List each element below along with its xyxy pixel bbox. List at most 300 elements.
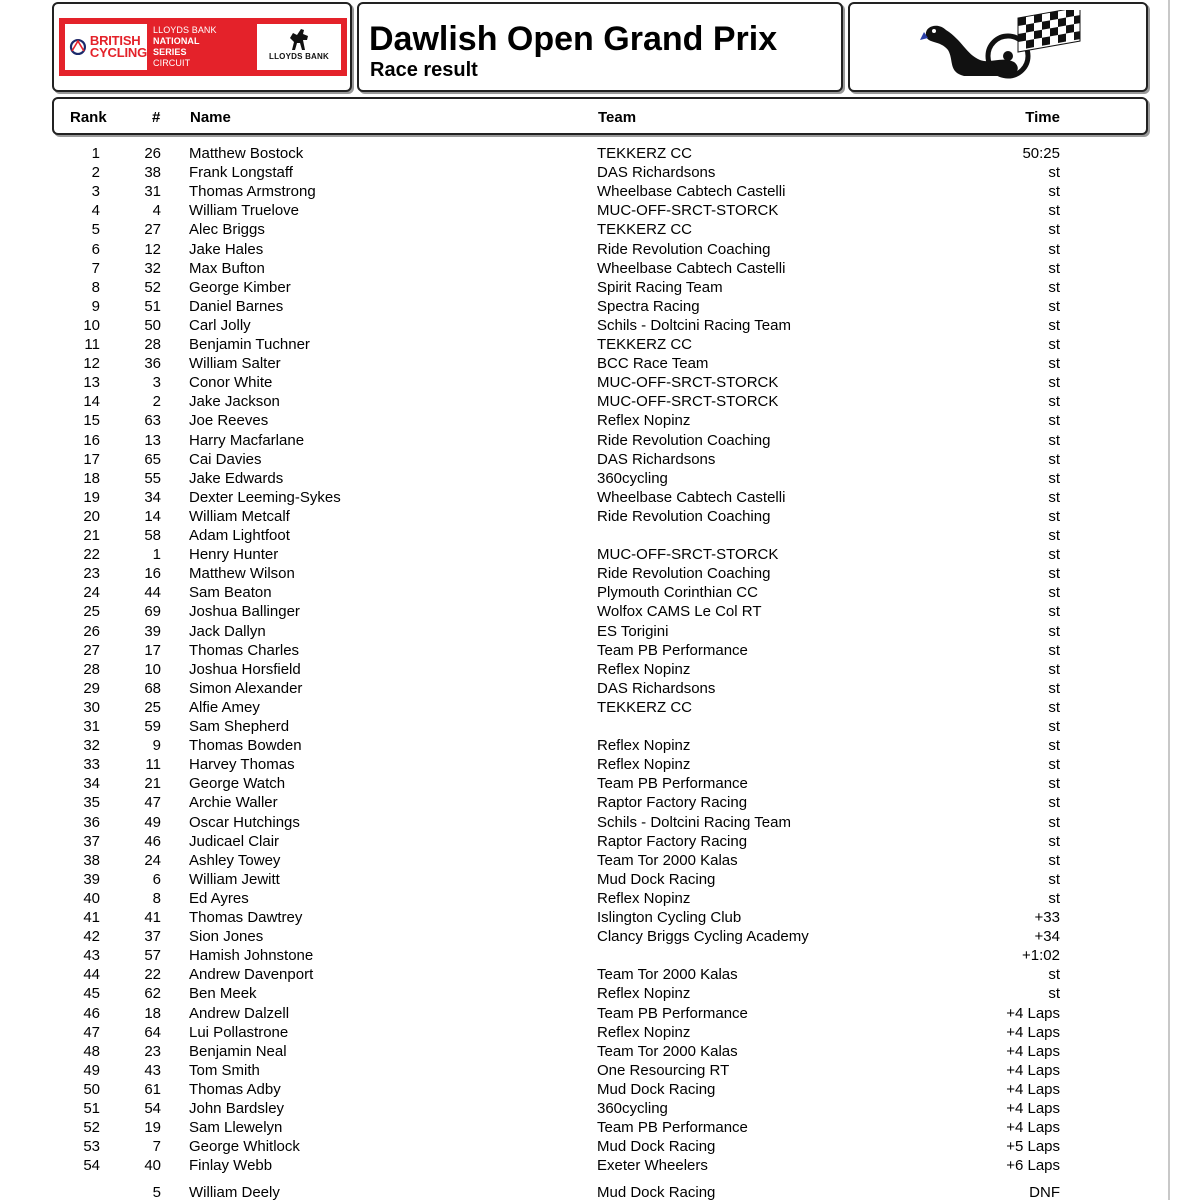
cell-rank: 53: [83, 1138, 100, 1156]
cell-time: st: [1048, 297, 1060, 315]
cell-team: Schils - Doltcini Racing Team: [597, 813, 791, 831]
cell-name: Jack Dallyn: [189, 622, 266, 640]
table-row: [0, 889, 1200, 908]
cell-number: 44: [144, 584, 161, 602]
table-row: [0, 316, 1200, 335]
cell-time: st: [1048, 316, 1060, 334]
cell-team: Reflex Nopinz: [597, 756, 691, 774]
cell-team: 360cycling: [597, 1100, 668, 1117]
cell-rank: 50: [83, 1080, 100, 1098]
table-row: [0, 1156, 1200, 1175]
cell-name: Joshua Horsfield: [189, 660, 301, 678]
cell-name: William Deely: [189, 1184, 280, 1202]
cell-time: st: [1048, 336, 1060, 353]
table-row: [0, 335, 1200, 354]
cell-rank: 35: [83, 794, 100, 812]
table-row: [0, 1183, 1200, 1202]
cell-rank: 5: [91, 221, 100, 239]
cell-time: st: [1048, 775, 1060, 793]
cell-name: Ed Ayres: [189, 889, 249, 907]
cell-time: st: [1048, 718, 1060, 735]
cell-rank: 37: [83, 832, 100, 850]
table-row: [0, 679, 1200, 698]
cell-time: st: [1048, 202, 1060, 220]
cell-number: 6: [152, 870, 161, 888]
cell-number: 58: [144, 527, 161, 544]
cell-name: Tom Smith: [189, 1061, 260, 1079]
cell-rank: 29: [83, 679, 100, 697]
cell-name: Sam Beaton: [189, 584, 272, 602]
table-row: [0, 793, 1200, 812]
cell-number: 9: [152, 737, 161, 755]
cell-name: Andrew Davenport: [189, 966, 314, 984]
table-row: [0, 736, 1200, 755]
cell-number: 62: [144, 985, 161, 1003]
table-row: [0, 1137, 1200, 1156]
cell-number: 25: [144, 698, 161, 716]
cell-rank: 13: [83, 374, 100, 392]
cell-rank: 18: [83, 469, 100, 487]
cell-rank: 24: [83, 584, 100, 602]
cell-number: 43: [144, 1061, 161, 1079]
table-row: [0, 774, 1200, 793]
cell-rank: 20: [83, 507, 100, 525]
table-row: [0, 450, 1200, 469]
cell-name: Thomas Armstrong: [189, 183, 316, 201]
cell-number: 63: [144, 412, 161, 430]
table-row: [0, 163, 1200, 182]
cell-number: 65: [144, 450, 161, 468]
table-row: [0, 908, 1200, 927]
cell-number: 2: [152, 393, 161, 411]
cell-rank: 42: [83, 928, 100, 946]
cell-rank: 36: [83, 813, 100, 831]
cell-number: 5: [152, 1184, 161, 1202]
cell-name: William Salter: [189, 355, 281, 373]
cell-name: Lui Pollastrone: [189, 1023, 289, 1041]
cell-time: st: [1048, 584, 1060, 602]
cell-name: John Bardsley: [189, 1100, 285, 1117]
cell-team: DAS Richardsons: [597, 164, 716, 182]
cell-time: st: [1048, 813, 1060, 831]
cell-number: 13: [144, 431, 161, 449]
cell-name: Benjamin Tuchner: [189, 336, 310, 353]
cell-name: Ben Meek: [189, 985, 257, 1003]
column-header-name: Name: [190, 109, 231, 126]
cell-number: 10: [144, 660, 161, 678]
cell-rank: 19: [83, 488, 100, 506]
cell-team: Mud Dock Racing: [597, 1184, 716, 1202]
cell-team: Reflex Nopinz: [597, 1023, 691, 1041]
cell-name: Carl Jolly: [189, 316, 251, 334]
cell-team: One Resourcing RT: [597, 1061, 730, 1079]
cell-team: MUC-OFF-SRCT-STORCK: [597, 393, 779, 411]
cell-team: MUC-OFF-SRCT-STORCK: [597, 202, 779, 220]
cell-time: st: [1048, 889, 1060, 907]
table-row: [0, 354, 1200, 373]
cell-number: 3: [152, 374, 161, 392]
cell-number: 27: [144, 221, 161, 239]
cell-name: William Truelove: [189, 202, 300, 220]
cell-number: 40: [144, 1157, 161, 1175]
cell-rank: 11: [84, 336, 100, 353]
cell-team: Reflex Nopinz: [597, 985, 691, 1003]
cell-rank: 49: [83, 1061, 100, 1079]
cell-team: Reflex Nopinz: [597, 889, 691, 907]
cell-number: 24: [144, 851, 161, 869]
event-title: Dawlish Open Grand Prix: [369, 20, 778, 58]
cell-number: 4: [152, 202, 161, 220]
cell-rank: 38: [83, 851, 100, 869]
lloyds-bank-name: LLOYDS BANK: [269, 52, 329, 61]
cell-name: Thomas Dawtrey: [189, 909, 303, 926]
cell-name: Hamish Johnstone: [189, 947, 314, 965]
cell-name: George Whitlock: [189, 1138, 300, 1156]
cell-rank: 6: [91, 240, 100, 258]
table-row: [0, 1023, 1200, 1042]
cell-time: st: [1048, 679, 1060, 697]
table-row: [0, 278, 1200, 297]
column-header-number: #: [152, 109, 161, 126]
table-row: [0, 660, 1200, 679]
cell-team: Clancy Briggs Cycling Academy: [597, 928, 809, 946]
cell-rank: 26: [83, 622, 100, 640]
event-subtitle: Race result: [370, 59, 478, 81]
cell-rank: 52: [83, 1119, 100, 1137]
cell-number: 36: [144, 355, 161, 373]
cell-time: st: [1048, 870, 1060, 888]
cell-name: Conor White: [189, 374, 273, 392]
cell-number: 14: [144, 507, 161, 525]
cell-name: Max Bufton: [189, 259, 265, 277]
cell-time: st: [1048, 737, 1060, 755]
bc-line2: CYCLING: [89, 45, 147, 60]
cell-rank: 16: [83, 431, 100, 449]
cell-number: 47: [144, 794, 161, 812]
cell-rank: 46: [83, 1004, 100, 1022]
cell-rank: 33: [83, 756, 100, 774]
cell-name: Harvey Thomas: [189, 756, 295, 774]
cell-time: st: [1048, 698, 1060, 716]
table-row: [0, 851, 1200, 870]
cell-number: 55: [144, 469, 161, 487]
table-row: [0, 201, 1200, 220]
page-edge-divider: [1168, 0, 1170, 1200]
cell-rank: 34: [83, 775, 100, 793]
table-row: [0, 144, 1200, 163]
cell-number: 59: [144, 718, 161, 735]
cell-rank: 47: [83, 1023, 100, 1041]
cell-team: DAS Richardsons: [597, 679, 716, 697]
table-row: [0, 717, 1200, 736]
cell-team: Ride Revolution Coaching: [597, 565, 771, 583]
cell-team: DAS Richardsons: [597, 450, 716, 468]
cell-team: Reflex Nopinz: [597, 660, 691, 678]
cell-number: 38: [144, 164, 161, 182]
cell-time: st: [1048, 431, 1060, 449]
cell-rank: 39: [83, 870, 100, 888]
cell-time: st: [1048, 622, 1060, 640]
table-row: [0, 1099, 1200, 1118]
cell-time: +4 Laps: [1006, 1119, 1060, 1137]
cell-team: BCC Race Team: [597, 355, 709, 373]
cell-rank: 17: [83, 450, 100, 468]
cell-time: st: [1048, 794, 1060, 812]
cell-name: Matthew Wilson: [189, 565, 295, 583]
cell-time: +4 Laps: [1006, 1042, 1060, 1060]
cell-time: st: [1048, 832, 1060, 850]
cell-team: TEKKERZ CC: [597, 221, 693, 239]
cell-team: Reflex Nopinz: [597, 737, 691, 755]
cell-time: st: [1048, 565, 1060, 583]
cell-time: +4 Laps: [1006, 1080, 1060, 1098]
cell-number: 17: [144, 641, 161, 659]
cell-time: st: [1048, 412, 1060, 430]
cell-team: Team Tor 2000 Kalas: [597, 1042, 738, 1060]
cell-time: st: [1048, 450, 1060, 468]
cell-time: st: [1048, 355, 1060, 373]
cell-name: Henry Hunter: [189, 546, 279, 564]
cell-rank: 12: [83, 355, 100, 373]
table-row: [0, 984, 1200, 1003]
cell-number: 16: [144, 565, 161, 583]
ns-line1: LLOYDS BANK: [153, 25, 217, 35]
table-row: [0, 297, 1200, 316]
table-row: [0, 641, 1200, 660]
cell-team: Exeter Wheelers: [597, 1157, 708, 1175]
cell-name: Judicael Clair: [189, 832, 280, 850]
cell-name: George Watch: [189, 775, 286, 793]
cell-number: 54: [144, 1100, 161, 1117]
cell-number: 28: [144, 336, 161, 353]
cell-number: 69: [144, 603, 161, 621]
cell-rank: 48: [83, 1042, 100, 1060]
cell-rank: 45: [83, 985, 100, 1003]
cell-name: Joe Reeves: [189, 412, 269, 430]
cell-name: Dexter Leeming-Sykes: [189, 488, 341, 506]
cell-name: Simon Alexander: [189, 679, 303, 697]
cell-time: st: [1048, 851, 1060, 869]
cell-rank: 8: [91, 278, 100, 296]
cell-number: 57: [144, 947, 161, 965]
cell-time: +4 Laps: [1006, 1023, 1060, 1041]
cell-rank: 22: [83, 546, 100, 564]
cell-rank: 7: [91, 259, 100, 277]
cell-time: DNF: [1029, 1184, 1060, 1202]
cell-time: 50:25: [1022, 145, 1060, 162]
cell-name: Alec Briggs: [189, 221, 265, 239]
cell-number: 12: [144, 240, 161, 258]
cell-number: 49: [144, 813, 161, 831]
cell-name: Frank Longstaff: [189, 164, 293, 182]
ns-line3: SERIES: [153, 47, 187, 57]
cell-rank: 40: [83, 889, 100, 907]
cell-time: +4 Laps: [1006, 1061, 1060, 1079]
cell-time: st: [1048, 527, 1060, 544]
table-row: [0, 1080, 1200, 1099]
cell-number: 31: [144, 183, 161, 201]
cell-time: +4 Laps: [1006, 1004, 1060, 1022]
cell-time: st: [1048, 507, 1060, 525]
cell-time: st: [1048, 546, 1060, 564]
cell-rank: 41: [83, 909, 100, 926]
cell-number: 61: [144, 1080, 161, 1098]
cell-name: Sam Llewelyn: [189, 1119, 283, 1137]
cell-team: TEKKERZ CC: [597, 336, 693, 353]
cell-rank: 28: [83, 660, 100, 678]
cell-number: 21: [144, 775, 161, 793]
cell-name: Andrew Dalzell: [189, 1004, 290, 1022]
table-row: [0, 622, 1200, 641]
cell-name: Finlay Webb: [189, 1157, 273, 1175]
cell-team: Wheelbase Cabtech Castelli: [597, 183, 786, 201]
cell-team: Wheelbase Cabtech Castelli: [597, 488, 786, 506]
cell-rank: 15: [83, 412, 100, 430]
cell-time: st: [1048, 985, 1060, 1003]
cell-number: 41: [144, 909, 161, 926]
cell-number: 18: [144, 1004, 161, 1022]
table-row: [0, 526, 1200, 545]
cell-number: 64: [144, 1023, 161, 1041]
cell-team: Spectra Racing: [597, 297, 700, 315]
cell-team: Mud Dock Racing: [597, 1080, 716, 1098]
cell-time: +6 Laps: [1006, 1157, 1060, 1175]
cell-team: Team PB Performance: [597, 1004, 748, 1022]
cell-team: Reflex Nopinz: [597, 412, 691, 430]
cell-time: st: [1048, 221, 1060, 239]
cell-name: William Jewitt: [189, 870, 280, 888]
table-row: [0, 240, 1200, 259]
cell-team: Ride Revolution Coaching: [597, 431, 771, 449]
cell-rank: 51: [83, 1100, 100, 1117]
cell-team: TEKKERZ CC: [597, 698, 693, 716]
cell-team: MUC-OFF-SRCT-STORCK: [597, 374, 779, 392]
cell-name: Sion Jones: [189, 928, 264, 946]
cell-team: TEKKERZ CC: [597, 145, 693, 162]
table-row: [0, 832, 1200, 851]
cell-name: Matthew Bostock: [189, 145, 304, 162]
cell-name: Cai Davies: [189, 450, 262, 468]
cell-rank: 25: [83, 603, 100, 621]
cell-team: Ride Revolution Coaching: [597, 507, 771, 525]
cell-number: 52: [144, 278, 161, 296]
cell-name: Sam Shepherd: [189, 718, 290, 735]
cell-time: st: [1048, 660, 1060, 678]
cell-team: Team Tor 2000 Kalas: [597, 966, 738, 984]
table-row: [0, 602, 1200, 621]
cell-team: ES Torigini: [597, 622, 669, 640]
table-row: [0, 927, 1200, 946]
cell-name: Ashley Towey: [189, 851, 281, 869]
cell-rank: 54: [83, 1157, 100, 1175]
table-row: [0, 545, 1200, 564]
cell-time: +1:02: [1022, 947, 1060, 965]
cell-team: Mud Dock Racing: [597, 870, 716, 888]
cell-number: 34: [144, 488, 161, 506]
cell-name: Archie Waller: [189, 794, 278, 812]
cell-rank: 30: [83, 698, 100, 716]
cell-name: Thomas Charles: [189, 641, 300, 659]
cell-number: 11: [145, 756, 161, 774]
cell-time: st: [1048, 164, 1060, 182]
cell-rank: 43: [83, 947, 100, 965]
table-row: [0, 469, 1200, 488]
cell-number: 32: [144, 259, 161, 277]
cell-number: 37: [144, 928, 161, 946]
cell-time: +34: [1034, 928, 1060, 946]
cell-name: Jake Hales: [189, 240, 264, 258]
cell-name: George Kimber: [189, 278, 291, 296]
cell-name: Thomas Adby: [189, 1080, 281, 1098]
cell-number: 26: [144, 145, 161, 162]
cell-number: 23: [144, 1042, 161, 1060]
cell-name: Benjamin Neal: [189, 1042, 287, 1060]
cell-team: Plymouth Corinthian CC: [597, 584, 758, 602]
table-row: [0, 698, 1200, 717]
table-row: [0, 755, 1200, 774]
cell-number: 46: [144, 832, 161, 850]
cell-team: Wolfox CAMS Le Col RT: [597, 603, 762, 621]
cell-time: st: [1048, 259, 1060, 277]
cell-team: Raptor Factory Racing: [597, 794, 748, 812]
cell-name: Adam Lightfoot: [189, 527, 290, 544]
cell-team: Schils - Doltcini Racing Team: [597, 316, 791, 334]
bc-line1: BRITISH: [89, 33, 141, 48]
cell-rank: 32: [83, 737, 100, 755]
cell-name: Harry Macfarlane: [189, 431, 305, 449]
cell-number: 68: [144, 679, 161, 697]
cell-team: Team PB Performance: [597, 1119, 748, 1137]
cell-rank: 4: [91, 202, 100, 220]
cell-number: 39: [144, 622, 161, 640]
cell-name: Joshua Ballinger: [189, 603, 300, 621]
cell-team: Spirit Racing Team: [597, 278, 723, 296]
cell-time: st: [1048, 278, 1060, 296]
table-row: [0, 1042, 1200, 1061]
table-row: [0, 220, 1200, 239]
table-row: [0, 965, 1200, 984]
table-row: [0, 583, 1200, 602]
cell-name: Thomas Bowden: [189, 737, 302, 755]
cell-rank: 27: [83, 641, 100, 659]
cell-number: 1: [152, 546, 161, 564]
cell-time: st: [1048, 393, 1060, 411]
table-row: [0, 488, 1200, 507]
cell-time: st: [1048, 240, 1060, 258]
cell-name: Alfie Amey: [189, 698, 260, 716]
cell-rank: 14: [83, 393, 100, 411]
cell-team: 360cycling: [597, 469, 668, 487]
cell-time: st: [1048, 488, 1060, 506]
cell-time: st: [1048, 374, 1060, 392]
table-row: [0, 564, 1200, 583]
table-row: [0, 813, 1200, 832]
cell-number: 8: [152, 889, 161, 907]
cell-rank: 31: [83, 718, 100, 735]
ns-line2: NATIONAL: [153, 36, 200, 46]
cell-rank: 1: [91, 145, 100, 162]
table-row: [0, 182, 1200, 201]
cell-name: Jake Jackson: [189, 393, 280, 411]
cell-name: Jake Edwards: [189, 469, 284, 487]
table-row: [0, 1061, 1200, 1080]
cell-rank: 2: [91, 164, 100, 182]
cell-rank: 9: [91, 297, 100, 315]
cell-team: Islington Cycling Club: [597, 909, 742, 926]
cell-number: 50: [144, 316, 161, 334]
table-row: [0, 259, 1200, 278]
table-row: [0, 411, 1200, 430]
